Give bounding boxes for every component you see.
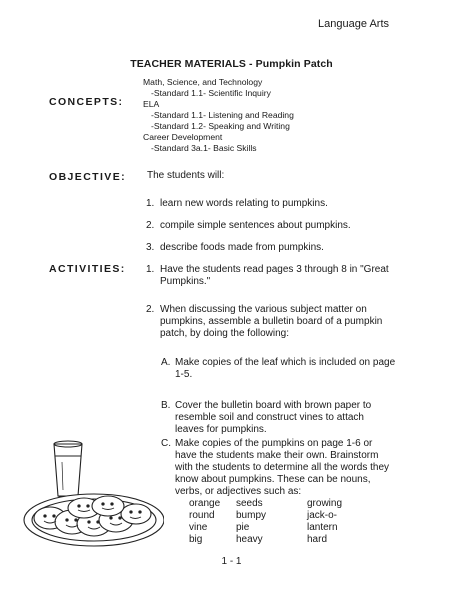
item-text: describe foods made from pumpkins. <box>160 242 324 253</box>
word: pie <box>236 522 250 533</box>
item-letter: B. <box>161 400 171 411</box>
item-text <box>175 400 421 436</box>
word: heavy <box>236 534 263 545</box>
item-text <box>175 438 421 498</box>
activities-label: ACTIVITIES: <box>49 263 126 275</box>
concept-line: -Standard 1.1- Scientific Inquiry <box>151 88 271 98</box>
concept-line: -Standard 3a.1- Basic Skills <box>151 143 257 153</box>
activity-item <box>146 264 446 292</box>
text-line: verbs, or adjectives such as: <box>175 486 302 497</box>
objective-item <box>146 242 446 256</box>
item-text: compile simple sentences about pumpkins. <box>160 220 351 231</box>
item-number: 1. <box>146 198 155 209</box>
activity-subitem <box>161 438 421 498</box>
text-line: have the students make their own. Brainstorm <box>175 450 379 461</box>
text-line: Cover the bulletin board with brown paper to <box>175 400 372 411</box>
concept-line: -Standard 1.2- Speaking and Writing <box>151 121 290 131</box>
word: big <box>189 534 203 545</box>
word-column <box>236 498 266 546</box>
item-number: 2. <box>146 220 155 231</box>
word: hard <box>307 534 328 545</box>
item-text <box>175 357 421 381</box>
concept-line: -Standard 1.1- Listening and Reading <box>151 110 294 120</box>
item-number: 3. <box>146 242 155 253</box>
word-column <box>307 498 342 546</box>
objective-item <box>146 220 446 234</box>
item-text <box>160 264 389 288</box>
activity-subitem <box>161 357 421 385</box>
concepts-label: CONCEPTS: <box>49 96 124 108</box>
word-column <box>189 498 220 546</box>
item-number: 1. <box>146 264 155 275</box>
word: round <box>189 510 215 521</box>
text-line: patch, by doing the following: <box>160 328 289 339</box>
item-letter: A. <box>161 357 171 368</box>
page-number: 1 - 1 <box>221 556 242 567</box>
objective-intro: The students will: <box>147 170 225 181</box>
word: orange <box>189 498 221 509</box>
word: bumpy <box>236 510 267 521</box>
text-line: Make copies of the leaf which is included on page <box>175 357 396 368</box>
cookies-and-milk-illustration <box>14 438 164 550</box>
text-line: 1-5. <box>175 369 193 380</box>
concept-line: Career Development <box>143 132 223 142</box>
item-number: 2. <box>146 304 155 315</box>
activity-subitem <box>161 400 421 435</box>
concept-line: ELA <box>143 99 160 109</box>
page-title: TEACHER MATERIALS - Pumpkin Patch <box>130 58 333 70</box>
text-line: Pumpkins." <box>160 276 211 287</box>
item-text <box>160 304 382 340</box>
text-line: pumpkins, assemble a bulletin board of a pumpkin <box>160 316 383 327</box>
concepts-list <box>143 77 294 154</box>
activity-item <box>146 304 446 346</box>
text-line: leaves for pumpkins. <box>175 424 267 435</box>
text-line: Have the students read pages 3 through 8 in "Great <box>160 264 389 275</box>
word: seeds <box>236 498 263 509</box>
item-text: learn new words relating to pumpkins. <box>160 198 328 209</box>
objective-item <box>146 198 446 212</box>
text-line: know about pumpkins. These can be nouns, <box>175 474 371 485</box>
word: vine <box>189 522 208 533</box>
concept-line: Math, Science, and Technology <box>143 77 263 87</box>
item-letter: C. <box>161 438 171 449</box>
text-line: When discussing the various subject matter on <box>160 304 367 315</box>
word: jack-o-lantern <box>307 510 338 533</box>
text-line: with the students to determine all the words they <box>175 462 390 473</box>
text-line: resemble soil and construct vines to attach <box>175 412 364 423</box>
subject-header: Language Arts <box>318 18 389 30</box>
text-line: Make copies of the pumpkins on page 1-6 or <box>175 438 373 449</box>
word: growing <box>307 498 343 509</box>
objective-label: OBJECTIVE: <box>49 171 127 183</box>
